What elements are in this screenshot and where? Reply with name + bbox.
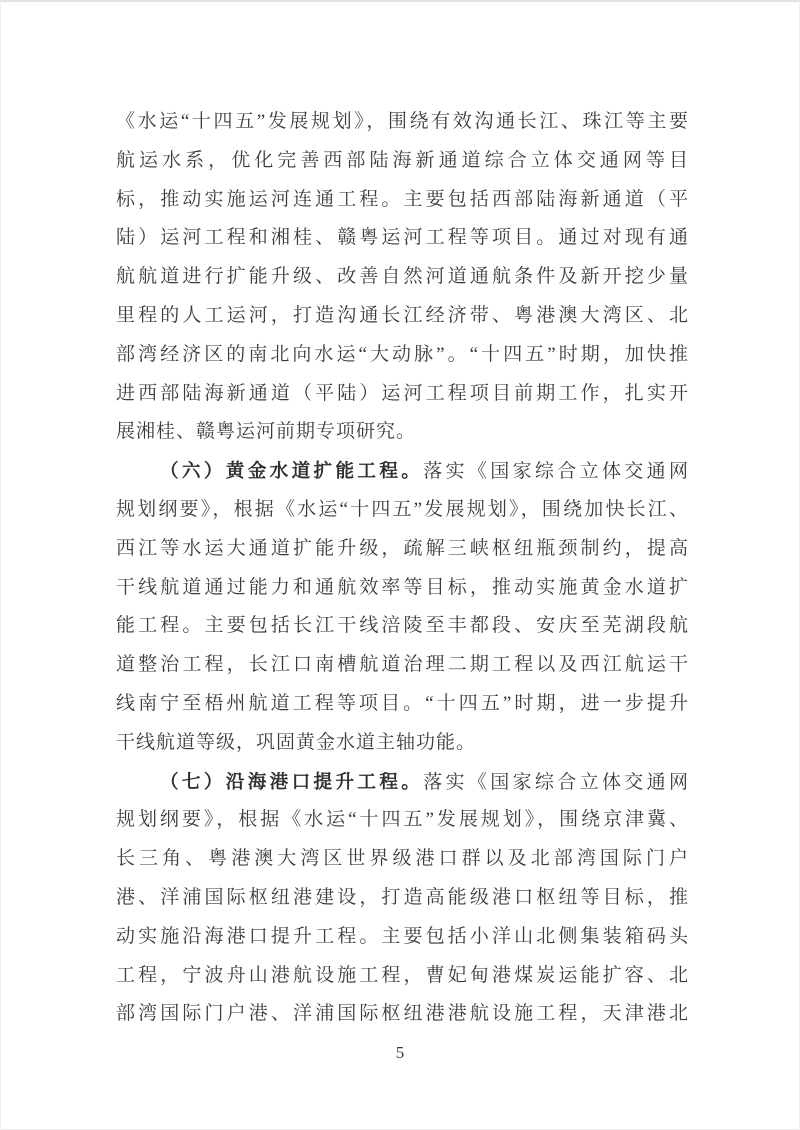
page-number: 5	[395, 1043, 405, 1062]
text-line: 工程，宁波舟山港航设施工程，曹妃甸港煤炭运能扩容、北	[116, 964, 689, 986]
text-line: 《水运“十四五”发展规划》，围绕有效沟通长江、珠江等主要	[116, 111, 689, 132]
text-line: （六）黄金水道扩能工程。落实《国家综合立体交通网	[160, 460, 689, 483]
text-line: 干线航道通过能力和通航效率等目标，推动实施黄金水道扩	[116, 576, 689, 598]
text-line: 部湾经济区的南北向水运“大动脉”。“十四五”时期，加快推	[116, 343, 689, 365]
section-heading: （七）沿海港口提升工程。	[160, 770, 424, 792]
text-line: 标，推动实施运河连通工程。主要包括西部陆海新通道（平	[116, 188, 689, 210]
text-line: 航运水系，优化完善西部陆海新通道综合立体交通网等目	[116, 149, 689, 171]
text-line: 展湘桂、赣粤运河前期专项研究。	[116, 421, 417, 443]
text-line: 道整治工程，长江口南槽航道治理二期工程以及西江航运干	[116, 654, 689, 676]
text-line: 动实施沿海港口提升工程。主要包括小洋山北侧集装箱码头	[116, 925, 689, 947]
text-line: 陆）运河工程和湘桂、赣粤运河工程等项目。通过对现有通	[116, 227, 689, 249]
text-line: 规划纲要》，根据《水运“十四五”发展规划》，围绕加快长江、	[116, 498, 689, 520]
paragraph	[116, 103, 689, 452]
text-line: 进西部陆海新通道（平陆）运河工程项目前期工作，扎实开	[116, 382, 689, 404]
text-line: 线南宁至梧州航道工程等项目。“十四五”时期，进一步提升	[116, 692, 689, 714]
text-line: 航航道进行扩能升级、改善自然河道通航条件及新开挖少量	[116, 266, 689, 288]
text-line: 里程的人工运河，打造沟通长江经济带、粤港澳大湾区、北	[116, 304, 689, 326]
text-line: 规划纲要》，根据《水运“十四五”发展规划》，围绕京津冀、	[116, 809, 689, 831]
text-line: 能工程。主要包括长江干线涪陵至丰都段、安庆至芜湖段航	[116, 615, 689, 637]
text-line: 长三角、粤港澳大湾区世界级港口群以及北部湾国际门户	[116, 848, 689, 870]
paragraph	[116, 763, 689, 1035]
text-line: 干线航道等级，巩固黄金水道主轴功能。	[116, 731, 477, 753]
paragraph	[116, 452, 689, 762]
section-heading: （六）黄金水道扩能工程。	[160, 460, 424, 482]
text-body	[116, 103, 689, 1034]
text-line: （七）沿海港口提升工程。落实《国家综合立体交通网	[160, 770, 689, 793]
text-line: 西江等水运大通道扩能升级，疏解三峡枢纽瓶颈制约，提高	[116, 537, 689, 559]
text-line: 部湾国际门户港、洋浦国际枢纽港港航设施工程，天津港北	[116, 1003, 689, 1025]
text-line: 港、洋浦国际枢纽港建设，打造高能级港口枢纽等目标，推	[116, 886, 689, 908]
